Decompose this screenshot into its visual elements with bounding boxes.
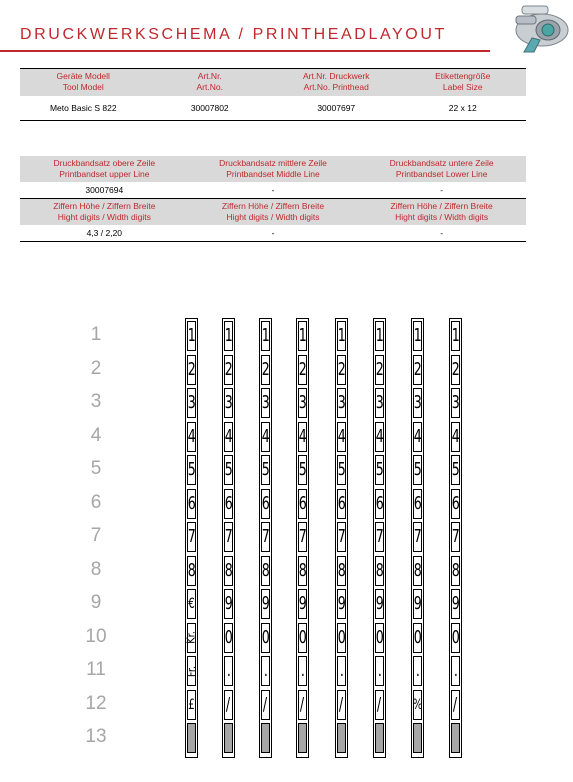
printband-character: % [413,690,422,720]
printband-character: / [375,690,384,720]
printband-character: 3 [298,388,307,418]
printband-upper-value: 30007694 [20,182,189,199]
printhead-art-no-value: 30007697 [273,96,400,121]
printband-character: / [261,690,270,720]
printband-column [185,318,198,758]
printband-column [449,318,462,758]
printband-character: 1 [413,321,422,351]
blank-position [261,723,270,753]
row-number: 1 [90,324,102,345]
printband-character: 3 [187,388,196,418]
header-art-no: Art.Nr. Art.No. [147,69,274,97]
row-number: 6 [90,491,102,513]
printband-character: Fr. [187,656,196,686]
printband-character: 9 [375,589,384,619]
row-number: 10 [85,625,107,647]
printband-character: 4 [224,422,233,452]
printband-character: 0 [224,623,233,653]
blank-position [413,723,422,753]
page-title: DRUCKWERKSCHEMA / PRINTHEADLAYOUT [20,26,447,43]
header-printband-lower: Druckbandsatz untere Zeile Printbandset Lower Line [357,156,526,182]
header-printhead-art-no: Art.Nr. Druckwerk Art.No. Printhead [273,69,400,97]
printband-column [296,318,309,758]
row-number: 7 [90,525,102,546]
printband-character: 5 [413,455,422,485]
printband-character: 6 [413,489,422,519]
printband-character: 0 [413,623,422,653]
printband-character: 1 [375,321,384,351]
printband-character: 4 [375,422,384,452]
printband-character: 4 [337,422,346,452]
printband-character: 0 [337,623,346,653]
art-no-value: 30007802 [147,96,274,121]
printband-character: 2 [261,355,270,385]
blank-position [451,723,460,753]
printband-column [222,318,235,758]
printband-character: 9 [261,589,270,619]
blank-position [187,723,196,753]
header-tool-model: Geräte Modell Tool Model [20,69,147,97]
blank-position [298,723,307,753]
row-number: 13 [85,726,107,747]
printband-character: 9 [451,589,460,619]
printband-character: 5 [224,455,233,485]
printband-character: 8 [375,556,384,586]
printband-character: 7 [413,522,422,552]
printband-character: 5 [261,455,270,485]
printband-character: . [224,656,233,686]
printband-middle-value: - [189,182,358,199]
printband-character: / [298,690,307,720]
printband-character: 1 [451,321,460,351]
row-number: 9 [90,592,102,613]
printband-character: 0 [261,623,270,653]
printband-character: 5 [451,455,460,485]
printband-character: 7 [451,522,460,552]
printband-column [411,318,424,758]
printband-character: 8 [413,556,422,586]
header-digits-upper: Ziffern Höhe / Ziffern Breite Hight digits / Width digits [20,199,189,226]
header-label-size: Etikettengröße Label Size [400,69,527,97]
printband-character: 8 [337,556,346,586]
printband-character: . [375,656,384,686]
printband-character: 8 [187,556,196,586]
row-number: 4 [90,424,102,446]
printband-column [259,318,272,758]
printband-character: 3 [451,388,460,418]
row-number: 8 [90,558,102,580]
printband-character: 7 [261,522,270,552]
printband-character: 7 [224,522,233,552]
printband-character: Kr. [187,623,196,653]
row-number: 2 [90,357,102,379]
printband-character: 5 [337,455,346,485]
printband-character: 2 [224,355,233,385]
printband-character: 7 [298,522,307,552]
printband-character: € [187,589,196,619]
tool-model-value: Meto Basic S 822 [20,96,147,121]
printband-character: 2 [337,355,346,385]
header-digits-middle: Ziffern Höhe / Ziffern Breite Hight digits / Width digits [189,199,358,226]
printband-character: 8 [261,556,270,586]
printband-character: . [413,656,422,686]
printband-character: 7 [187,522,196,552]
printband-character: 0 [298,623,307,653]
printband-character: 7 [375,522,384,552]
printband-character: 3 [375,388,384,418]
printband-character: 4 [413,422,422,452]
printband-character: 2 [298,355,307,385]
printband-character: . [337,656,346,686]
row-number: 12 [85,692,107,714]
printband-table [20,156,526,242]
printband-character: 4 [261,422,270,452]
printband-character: 6 [298,489,307,519]
label-gun-icon [502,0,573,55]
digits-middle-value: - [189,225,358,242]
printband-character: 2 [413,355,422,385]
printband-column [335,318,348,758]
printband-character: / [451,690,460,720]
printband-character: 4 [187,422,196,452]
printband-character: 2 [187,355,196,385]
printband-character: £ [187,690,196,720]
printband-character: 8 [451,556,460,586]
blank-position [224,723,233,753]
printband-character: 1 [298,321,307,351]
printband-character: 5 [375,455,384,485]
header-printband-middle: Druckbandsatz mittlere Zeile Printbandset Middle Line [189,156,358,182]
printband-character: 6 [224,489,233,519]
printband-character: 6 [261,489,270,519]
tool-model-table [20,68,526,121]
header-digits-lower: Ziffern Höhe / Ziffern Breite Hight digits / Width digits [357,199,526,226]
printband-character: 9 [298,589,307,619]
digits-upper-value: 4,3 / 2,20 [20,225,189,242]
printband-character: 7 [337,522,346,552]
row-number: 5 [90,458,102,479]
printband-character: / [224,690,233,720]
printband-character: 4 [451,422,460,452]
digits-lower-value: - [357,225,526,242]
printband-character: 3 [337,388,346,418]
row-number: 11 [86,659,106,680]
printband-character: 0 [375,623,384,653]
printband-lower-value: - [357,182,526,199]
printband-column [373,318,386,758]
title-underline [0,50,490,52]
printband-character: 6 [337,489,346,519]
header-printband-upper: Druckbandsatz obere Zeile Printbandset upper Line [20,156,189,182]
printband-character: 0 [451,623,460,653]
printband-character: 3 [261,388,270,418]
printband-character: 8 [298,556,307,586]
printband-character: 5 [298,455,307,485]
printband-character: 1 [187,321,196,351]
printband-character: 3 [224,388,233,418]
printband-character: 6 [187,489,196,519]
row-number: 3 [90,391,102,412]
printband-character: 1 [224,321,233,351]
blank-position [337,723,346,753]
printband-character: 1 [337,321,346,351]
printband-character: 8 [224,556,233,586]
printband-character: 9 [224,589,233,619]
printband-character: . [451,656,460,686]
printband-character: 4 [298,422,307,452]
printband-character: 6 [451,489,460,519]
printband-character: . [298,656,307,686]
label-size-value: 22 x 12 [400,96,527,121]
printband-character: 5 [187,455,196,485]
printband-character: 1 [261,321,270,351]
printband-character: 9 [413,589,422,619]
blank-position [375,723,384,753]
printband-character: 2 [451,355,460,385]
printband-character: . [261,656,270,686]
printband-character: / [337,690,346,720]
printband-character: 2 [375,355,384,385]
printband-character: 3 [413,388,422,418]
printband-character: 9 [337,589,346,619]
printband-character: 6 [375,489,384,519]
